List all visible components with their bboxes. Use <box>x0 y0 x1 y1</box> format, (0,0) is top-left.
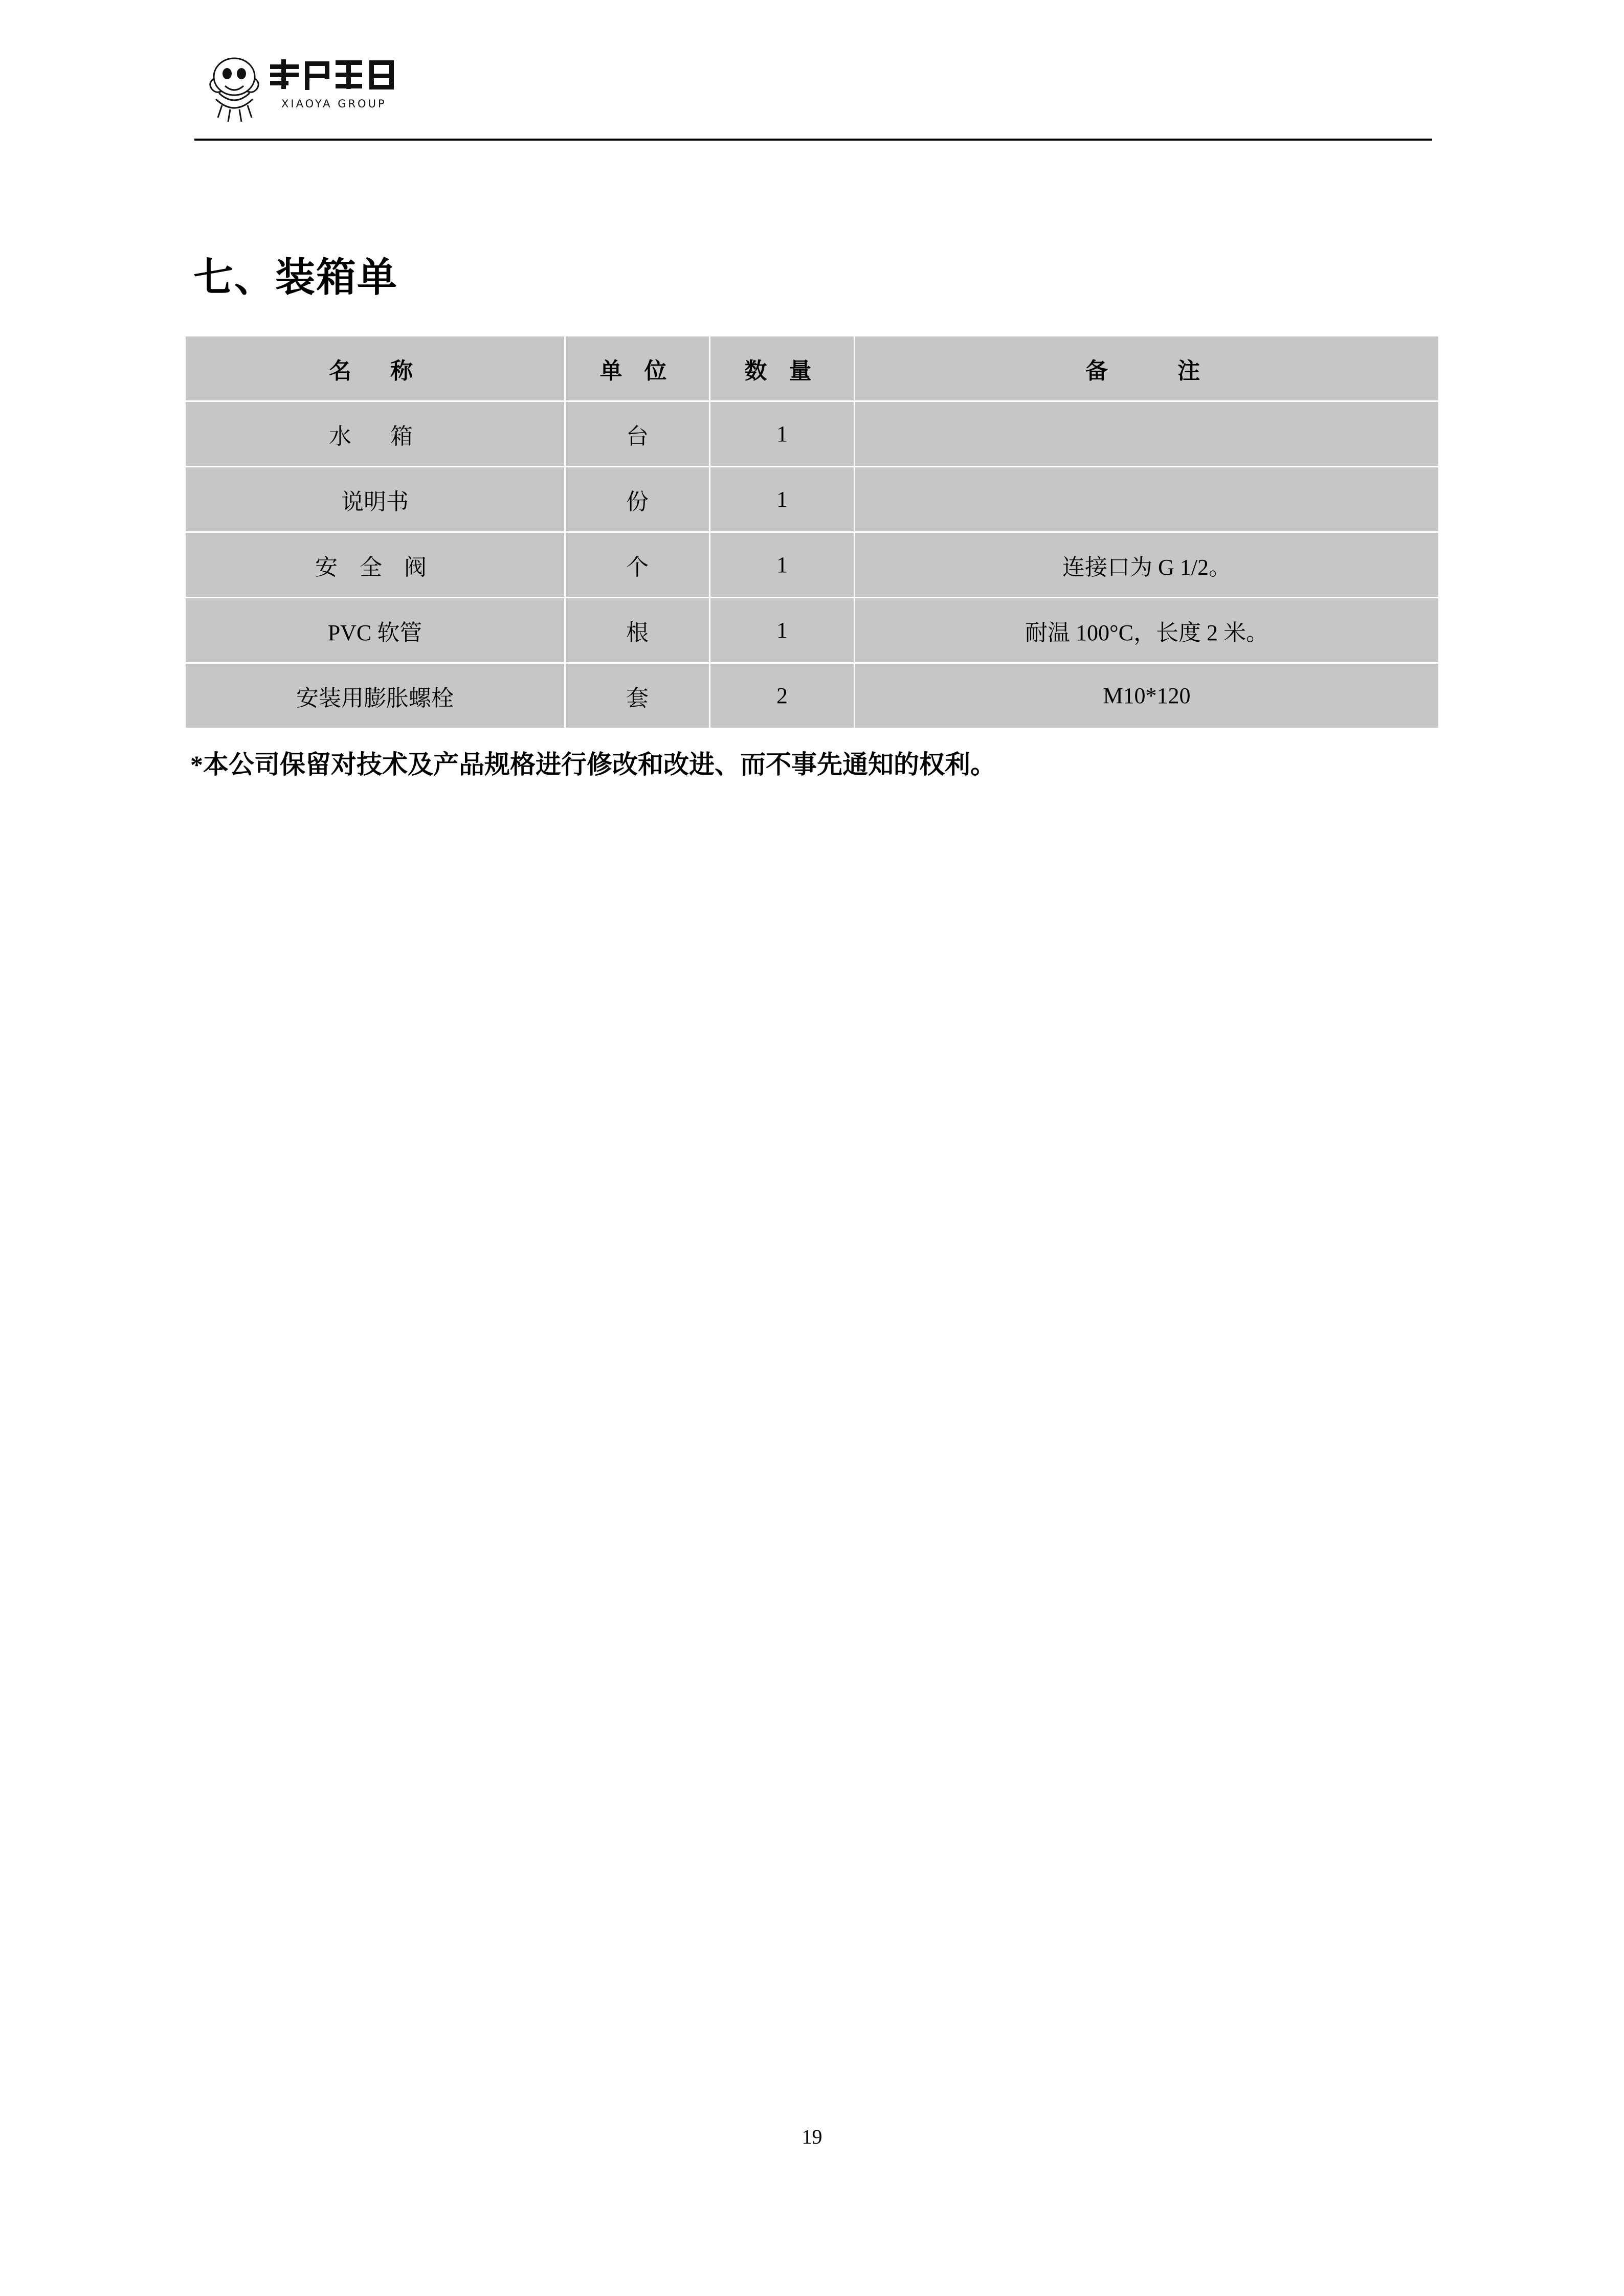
cell-name: PVC 软管 <box>185 598 565 663</box>
cell-qty: 1 <box>710 532 855 598</box>
xiaoya-group-logo <box>205 49 425 138</box>
table-row <box>185 532 1439 598</box>
cell-unit: 个 <box>565 532 710 598</box>
table-row <box>185 663 1439 729</box>
header-divider <box>194 139 1432 141</box>
table-row <box>185 598 1439 663</box>
cell-unit: 份 <box>565 467 710 532</box>
cell-note: 耐温 100°C，长度 2 米。 <box>855 598 1439 663</box>
table-row <box>185 467 1439 532</box>
cell-unit: 根 <box>565 598 710 663</box>
packing-list-table <box>184 335 1440 729</box>
logo-en-text: XIAOYA GROUP <box>281 97 387 110</box>
cell-unit: 台 <box>565 401 710 467</box>
logo-icon <box>205 50 425 137</box>
column-header-unit: 单 位 <box>565 336 710 401</box>
cell-name: 说明书 <box>185 467 565 532</box>
column-header-qty: 数 量 <box>710 336 855 401</box>
table-row <box>185 401 1439 467</box>
cell-note <box>855 467 1439 532</box>
page-header <box>194 49 1432 146</box>
cell-qty: 1 <box>710 401 855 467</box>
cell-qty: 2 <box>710 663 855 729</box>
cell-name: 安 全 阀 <box>185 532 565 598</box>
footnote-text: *本公司保留对技术及产品规格进行修改和改进、而不事先通知的权利。 <box>190 750 996 779</box>
column-header-name: 名 称 <box>185 336 565 401</box>
cell-note: M10*120 <box>855 663 1439 729</box>
table-header-row <box>185 336 1439 401</box>
column-header-note: 备 注 <box>855 336 1439 401</box>
cell-qty: 1 <box>710 467 855 532</box>
page-number: 19 <box>802 2125 822 2148</box>
cell-unit: 套 <box>565 663 710 729</box>
cell-name: 水 箱 <box>185 401 565 467</box>
cell-note: 连接口为 G 1/2。 <box>855 532 1439 598</box>
cell-name: 安装用膨胀螺栓 <box>185 663 565 729</box>
cell-note <box>855 401 1439 467</box>
page-title: 七、装箱单 <box>193 255 398 301</box>
cell-qty: 1 <box>710 598 855 663</box>
